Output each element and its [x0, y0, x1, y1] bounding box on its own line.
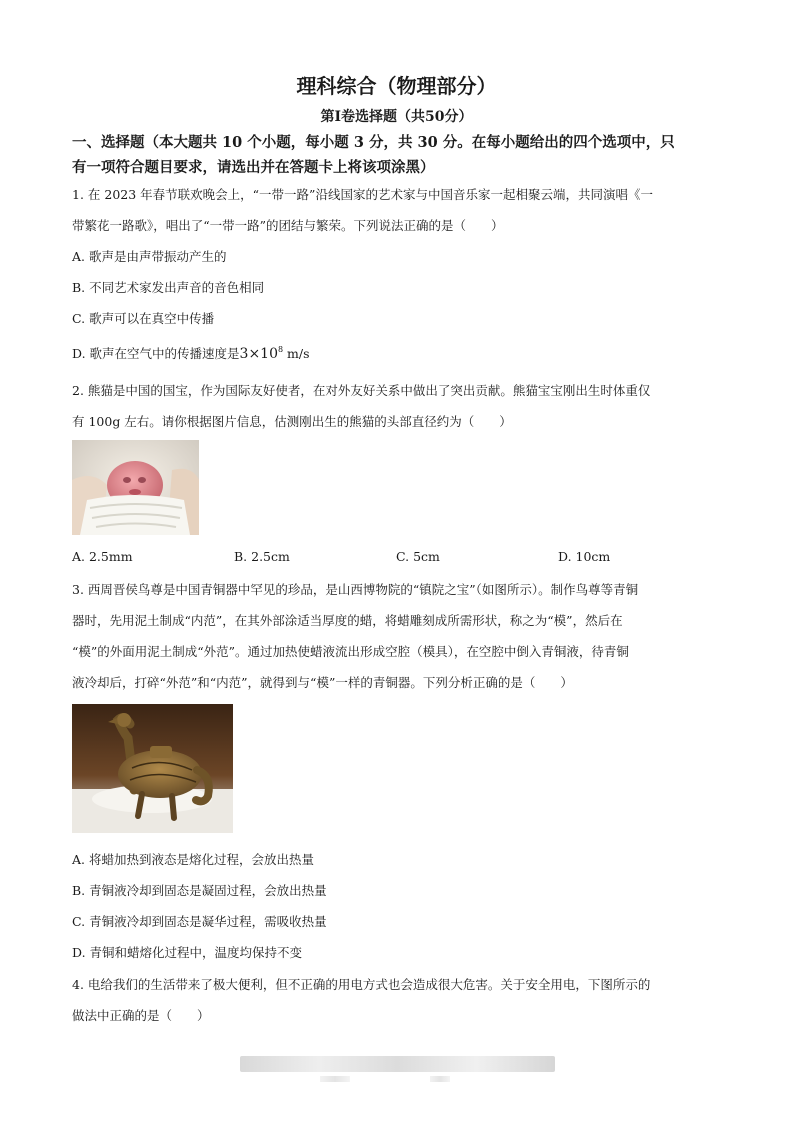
option-d-prefix: D. 歌声在空气中的传播速度是: [72, 346, 240, 361]
blurred-footer-mark-2: [430, 1076, 450, 1082]
section-instructions-line-2: 有一项符合题目要求，请选出并在答题卡上将该项涂黑）: [72, 159, 435, 176]
question-4-text-line-2: 做法中正确的是（ ）: [72, 1008, 210, 1023]
question-4-text-line-1: 4. 电给我们的生活带来了极大便利，但不正确的用电方式也会造成很大危害。关于安全用电，下图所示的: [72, 977, 651, 992]
question-1-option-a[interactable]: A. 歌声是由声带振动产生的: [72, 249, 227, 264]
question-3-option-c[interactable]: C. 青铜液冷却到固态是凝华过程，需吸收热量: [72, 914, 327, 929]
question-3-text-line-4: 液冷却后，打碎“外范”和“内范”，就得到与“模”一样的青铜器。下列分析正确的是（ ）: [72, 675, 573, 690]
question-2-text-line-1: 2. 熊猫是中国的国宝，作为国际友好使者，在对外友好关系中做出了突出贡献。熊猫宝宝刚出生时体重仅: [72, 383, 651, 398]
question-1-option-d[interactable]: [72, 344, 310, 362]
question-2-option-c[interactable]: C. 5cm: [396, 549, 440, 564]
newborn-panda-photo: [72, 440, 199, 535]
question-2-option-d[interactable]: D. 10cm: [558, 549, 611, 564]
bronze-bird-vessel-photo: [72, 704, 233, 833]
question-3-option-d[interactable]: D. 青铜和蜡熔化过程中，温度均保持不变: [72, 945, 303, 960]
blurred-footer-mark-1: [320, 1076, 350, 1082]
question-2-option-b[interactable]: B. 2.5cm: [234, 549, 290, 564]
question-1-option-c[interactable]: C. 歌声可以在真空中传播: [72, 311, 215, 326]
question-2-text-line-2: 有 100g 左右。请你根据图片信息，估测刚出生的熊猫的头部直径约为（ ）: [72, 414, 512, 429]
bronze-vessel-graphic: [72, 704, 233, 833]
section-subtitle: 第Ⅰ卷选择题（共50分）: [320, 109, 473, 125]
section-instructions-line-1: 一、选择题（本大题共 10 个小题，每小题 3 分，共 30 分。在每小题给出的四个选项中，只: [72, 134, 675, 151]
question-1-text-line-1: 1. 在 2023 年春节联欢晚会上，“一带一路”沿线国家的艺术家与中国音乐家一起相聚云端，共同演唱《一: [72, 187, 653, 202]
blurred-footer-watermark: [240, 1056, 555, 1072]
speed-unit: m/s: [283, 346, 310, 361]
question-1-text-line-2: 带繁花一路歌》，唱出了“一带一路”的团结与繁荣。下列说法正确的是（ ）: [72, 218, 504, 233]
question-3-text-line-3: “模”的外面用泥土制成“外范”。通过加热使蜡液流出形成空腔（模具），在空腔中倒入青铜液，待青铜: [72, 644, 629, 659]
question-3-text-line-2: 器时，先用泥土制成“内范”，在其外部涂适当厚度的蜡，将蜡雕刻成所需形状，称之为“模”，然后在: [72, 613, 623, 628]
question-3-text-line-1: 3. 西周晋侯鸟尊是中国青铜器中罕见的珍品，是山西博物院的“镇院之宝”（如图所示）。制作鸟尊等青铜: [72, 582, 639, 597]
speed-exponent: 8: [277, 345, 284, 354]
question-3-option-b[interactable]: B. 青铜液冷却到固态是凝固过程，会放出热量: [72, 883, 327, 898]
question-1-option-b[interactable]: B. 不同艺术家发出声音的音色相同: [72, 280, 265, 295]
page-title: 理科综合（物理部分）: [296, 74, 497, 98]
question-3-option-a[interactable]: A. 将蜡加热到液态是熔化过程，会放出热量: [72, 852, 314, 867]
speed-value: 3×10: [239, 346, 278, 362]
panda-photo-graphic: [72, 440, 199, 535]
question-2-option-a[interactable]: A. 2.5mm: [72, 549, 133, 564]
